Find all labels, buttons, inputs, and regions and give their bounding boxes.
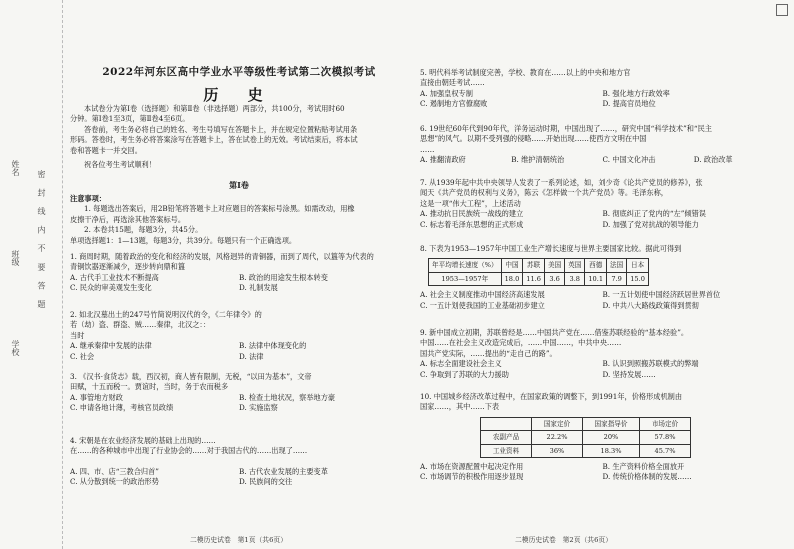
- question-stem: 在……的各种城市中出现了行业协会的……对于我国古代的……出现了……: [70, 446, 308, 456]
- table-cell: 18.3%: [583, 444, 640, 457]
- option-b[interactable]: B. 一五计划使中国经济跃居世界首位: [602, 290, 721, 300]
- question-stem: 思想”的风气。以期不受列强的侵略……开始出现……使西方文明在中国: [420, 134, 647, 144]
- question-stem: 4. 宋朝是在农业经济发展的基础上出现的……: [70, 436, 216, 445]
- section-heading: 第Ⅰ卷: [229, 180, 249, 190]
- option-c[interactable]: C. 民众的审美观发生变化: [70, 283, 152, 293]
- option-row: [70, 273, 408, 283]
- question-stem: 国家……，其中……下表: [420, 402, 500, 412]
- option-a[interactable]: A. 标志全面建设社会主义: [420, 359, 502, 369]
- page-footer-left: 二模历史试卷 第1页（共6页）: [190, 536, 288, 544]
- table-cell: 苏联: [523, 259, 545, 272]
- notes-line: 2. 本卷共15题，每题3分，共45分。: [84, 225, 203, 235]
- question-3: [70, 372, 408, 414]
- intro-line: 卷和答题卡一并交回。: [70, 145, 142, 155]
- table-cell: 年平均增长速度（%）: [429, 259, 502, 272]
- option-b[interactable]: B. 认识到照搬苏联模式的弊端: [602, 359, 699, 369]
- option-row: [420, 89, 785, 99]
- question-6: [420, 124, 785, 166]
- table-cell: 农副产品: [481, 431, 532, 444]
- question-stem: 若（劫）盗、群盗、贼……秦律，北汉之：：: [70, 320, 211, 330]
- binding-margin: [0, 0, 63, 549]
- question-10: [420, 392, 785, 483]
- option-b[interactable]: B. 彻底纠正了党内的“左”倾错误: [602, 209, 706, 219]
- question-stem: 1. 商周时期，随着政治的变化和经济的发展，风格迥异的青铜器，而到了周代，以簋等为代表的: [70, 252, 374, 261]
- question-2: [70, 310, 408, 362]
- option-d[interactable]: D. 中共八大路线政策得到贯彻: [602, 300, 699, 310]
- option-row: [70, 477, 408, 487]
- exam-title: 2022年河东区高中学业水平等级性考试第二次模拟考试: [102, 66, 376, 78]
- option-row: [70, 393, 408, 403]
- question-stem: ……: [420, 144, 435, 154]
- corner-mark: [776, 4, 788, 16]
- option-c[interactable]: C. 市场调节的积极作用逐步显现: [420, 472, 524, 482]
- question-8: [420, 244, 785, 311]
- option-d[interactable]: D. 法律: [239, 351, 264, 361]
- price-table: [480, 417, 691, 458]
- intro-line: 祝各位考生考试顺利！: [84, 160, 156, 170]
- option-row: [420, 209, 785, 219]
- option-row: [70, 283, 408, 293]
- option-a[interactable]: A. 古代手工业技术不断提高: [70, 272, 159, 282]
- option-c[interactable]: C. 社会: [70, 351, 95, 361]
- table-cell: 10.1: [585, 272, 607, 285]
- question-stem: 8. 下表为1953—1957年中国工业生产增长速度与世界主要国家比较。据此可得到: [420, 244, 682, 253]
- table-cell: 国家定价: [532, 417, 583, 430]
- table-cell: 工业资料: [481, 444, 532, 457]
- subject-title: 历 史: [203, 86, 275, 104]
- table-cell: 1953—1957年: [429, 272, 502, 285]
- page-footer-right: 二模历史试卷 第2页（共6页）: [515, 536, 613, 544]
- option-c[interactable]: C. 争取到了苏联的大力援助: [420, 369, 509, 379]
- question-stem: 青铜饮器逐渐减少，逐步转向鼎和簋: [70, 262, 186, 272]
- table-row: [481, 431, 691, 444]
- question-9: [420, 328, 785, 380]
- option-b[interactable]: B. 政治的用途发生根本转变: [239, 272, 328, 282]
- question-stem: 这是一项“伟大工程”，上述活动: [420, 198, 521, 208]
- option-a[interactable]: A. 事管地方财政: [70, 392, 123, 402]
- question-stem: 直接由朝廷考试……: [420, 78, 485, 88]
- intro-line: 形码。答卷时，考生务必将答案涂写在答题卡上，答在试卷上的无效。考试结束后，将本试: [70, 135, 358, 145]
- notes-block: [70, 194, 408, 246]
- name-label: 姓名: [11, 160, 20, 176]
- option-b[interactable]: B. 生产资料价格全面放开: [602, 462, 685, 472]
- option-a[interactable]: A. 市场在资源配置中起决定作用: [420, 462, 524, 472]
- intro-line: 答卷前，考生务必将自己的姓名、考生号填写在答题卡上，并在规定位置粘贴考试用条: [84, 124, 358, 134]
- question-stem: 闻天《共产党员的权利与义务》，陈云《怎样做一个共产党员》等。毛泽东称，: [420, 188, 668, 198]
- question-stem: 田赋，十五而税一。贾谊时，当时，务于农而税多: [70, 382, 229, 392]
- option-a[interactable]: A. 四、市、店“三教合归首”: [70, 466, 159, 476]
- option-row: [420, 155, 785, 165]
- table-cell: 15.0: [627, 272, 649, 285]
- table-cell: 法国: [607, 259, 627, 272]
- table-cell: 3.6: [544, 272, 564, 285]
- question-stem: 5. 明代科举考试制度完善，学校、教育在……以上的中央和地方官: [420, 68, 631, 77]
- table-row: [429, 272, 649, 285]
- option-row: [70, 352, 408, 362]
- option-a[interactable]: A. 推翻清政府: [420, 155, 466, 165]
- question-stem: 6. 19世纪60年代到90年代，洋务运动时期，中国出现了……，研究中国“科学技术”和“民主: [420, 124, 712, 133]
- option-row: [70, 341, 408, 351]
- table-cell: 日本: [627, 259, 649, 272]
- question-1: [70, 252, 408, 294]
- option-b[interactable]: B. 法律中体现变化的: [239, 341, 307, 351]
- question-5: [420, 68, 785, 110]
- option-row: [420, 301, 785, 311]
- question-stem: 7. 从1939年起中共中央领导人发表了一系列论述，如，刘少奇《论共产党员的修养》，张: [420, 178, 703, 187]
- table-cell: 22.2%: [532, 431, 583, 444]
- table-cell: 英国: [565, 259, 585, 272]
- option-d[interactable]: D. 坚持发展……: [602, 369, 656, 379]
- table-cell: 美国: [544, 259, 564, 272]
- notes-line: 单项选择题1：1—13题，每题3分，共39分。每题只有一个正确选项。: [70, 235, 297, 245]
- option-b[interactable]: B. 检查土地状况，察举地方豪: [239, 392, 336, 402]
- option-a[interactable]: A. 社会主义制度推动中国经济高速发展: [420, 290, 545, 300]
- option-a[interactable]: A. 推动抗日民族统一战线的建立: [420, 209, 524, 219]
- option-row: [420, 290, 785, 300]
- table-cell: 11.6: [523, 272, 545, 285]
- table-cell: 20%: [583, 431, 640, 444]
- option-c[interactable]: C. 标志着毛泽东思想的正式形成: [420, 219, 524, 229]
- option-row: [420, 370, 785, 380]
- option-d[interactable]: D. 加强了党对抗战的领导能力: [602, 219, 699, 229]
- intro-line: 本试卷分为第Ⅰ卷（选择题）和第Ⅱ卷（非选择题）两部分，共100分，考试用时60: [84, 104, 345, 113]
- question-4: [70, 436, 408, 488]
- option-row: [420, 99, 785, 109]
- option-row: [420, 472, 785, 482]
- table-cell: 3.8: [565, 272, 585, 285]
- question-7: [420, 178, 785, 230]
- option-row: [70, 403, 408, 413]
- option-b[interactable]: B. 维护清朝统治: [511, 155, 565, 165]
- option-b[interactable]: B. 强化地方行政效率: [602, 88, 670, 98]
- option-d[interactable]: D. 实施监察: [239, 403, 278, 413]
- option-c[interactable]: C. 从分散到统一的政治形势: [70, 477, 159, 487]
- question-stem: 中国……在社会主义改造完成后，……中国……，中共中央……: [420, 338, 622, 348]
- seal-line-text: 密 封 线 内 不 要 答 题: [37, 170, 46, 312]
- option-d[interactable]: D. 礼制发展: [239, 283, 278, 293]
- table-row: [481, 444, 691, 457]
- table-cell: 市场定价: [640, 417, 691, 430]
- table-header-row: [429, 259, 649, 272]
- option-c[interactable]: C. 申请各地计薄，考核官员政绩: [70, 403, 174, 413]
- table-cell: 西德: [585, 259, 607, 272]
- question-stem: 3. 《汉书·食货志》载，西汉初，商人皆有限制，无税，“以田为基本”，文帝: [70, 372, 312, 381]
- table-header-row: [481, 417, 691, 430]
- option-row: [420, 462, 785, 472]
- notes-line: 1. 每题选出答案后，用2B铅笔将答题卡上对应题目的答案标号涂黑。如需改动，用橡: [84, 204, 355, 214]
- table-cell: 36%: [532, 444, 583, 457]
- option-b[interactable]: B. 古代农业发展的主要变革: [239, 466, 328, 476]
- option-c[interactable]: C. 中国文化冲击: [602, 155, 656, 165]
- option-a[interactable]: A. 继承秦律中发展的法律: [70, 341, 152, 351]
- option-a[interactable]: A. 加强皇权专制: [420, 88, 473, 98]
- option-row: [70, 467, 408, 477]
- option-d[interactable]: D. 提高官员地位: [602, 99, 656, 109]
- growth-table: [428, 258, 649, 286]
- school-label: 学校: [11, 340, 20, 356]
- intro-block: [70, 104, 408, 170]
- option-d[interactable]: D. 民族间的交往: [239, 477, 293, 487]
- option-c[interactable]: C. 一五计划使我国的工业基础初步建立: [420, 300, 545, 310]
- table-cell: 57.8%: [640, 431, 691, 444]
- option-c[interactable]: C. 遏制地方官僚腐败: [420, 99, 488, 109]
- table-cell: 45.7%: [640, 444, 691, 457]
- question-stem: 国共产党实际，……提出的“走自己的路”。: [420, 348, 557, 358]
- table-cell: 7.9: [607, 272, 627, 285]
- table-cell: 中国: [501, 259, 523, 272]
- question-stem: 9. 新中国成立初期，苏联曾经是……中国共产党在……借鉴苏联经验的“基本经验”。: [420, 328, 689, 337]
- option-d[interactable]: D. 政治改革: [693, 155, 733, 165]
- option-d[interactable]: D. 传统价格体制的发展……: [602, 472, 692, 482]
- option-row: [420, 359, 785, 369]
- notes-line: 皮擦干净后，再选涂其他答案标号。: [70, 214, 186, 224]
- table-cell: 18.0: [501, 272, 523, 285]
- question-stem: 2. 如北汉墓出土的247号竹简说明汉代的令，《二年律令》的: [70, 310, 262, 319]
- option-row: [420, 220, 785, 230]
- intro-line: 分钟。第Ⅰ卷1至3页，第Ⅱ卷4至6页。: [70, 114, 190, 124]
- notes-heading: 注意事项：: [70, 194, 106, 203]
- question-stem: 10. 中国城乡经济改革过程中，在国家政策的调整下，到1991年，价格形成机制由: [420, 392, 683, 401]
- question-stem: 当时: [70, 330, 85, 340]
- table-cell: [481, 417, 532, 430]
- class-label: 班级: [11, 250, 20, 266]
- table-cell: 国家指导价: [583, 417, 640, 430]
